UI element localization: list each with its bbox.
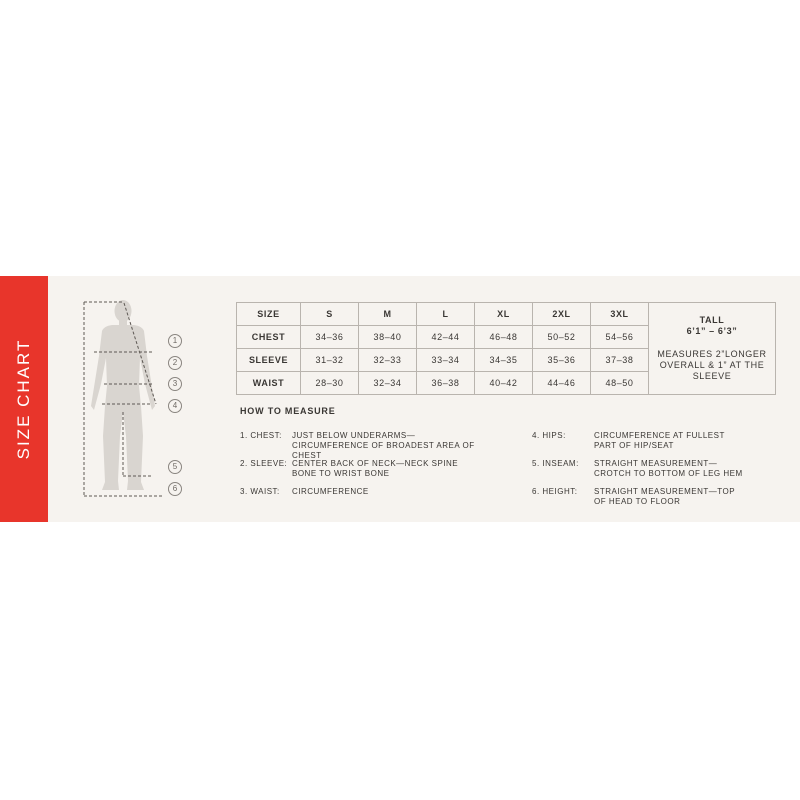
row-label: WAIST bbox=[237, 372, 301, 395]
table-header-cell: SIZE bbox=[237, 303, 301, 326]
measure-desc-inseam: STRAIGHT MEASUREMENT—CROTCH TO BOTTOM OF LEG HEM bbox=[594, 459, 743, 478]
tall-note: MEASURES 2”LONGER OVERALL & 1” AT THE SLEEVE bbox=[657, 349, 767, 381]
measure-desc-hips: CIRCUMFERENCE AT FULLEST PART OF HIP/SEAT bbox=[594, 431, 725, 450]
table-cell: 33–34 bbox=[417, 349, 475, 372]
table-header-cell: M bbox=[359, 303, 417, 326]
measure-label-hips: 4. HIPS: bbox=[532, 431, 566, 440]
table-header-cell: 3XL bbox=[591, 303, 649, 326]
table-cell: 31–32 bbox=[301, 349, 359, 372]
measure-label-sleeve: 2. SLEEVE: bbox=[240, 459, 288, 468]
marker-6: 6 bbox=[168, 482, 182, 496]
table-cell: 34–36 bbox=[301, 326, 359, 349]
measure-desc-chest: JUST BELOW UNDERARMS—CIRCUMFERENCE OF BROADEST AREA OF CHEST bbox=[292, 431, 475, 460]
measure-label-inseam: 5. INSEAM: bbox=[532, 459, 579, 468]
size-table bbox=[236, 302, 776, 395]
tall-info-cell bbox=[649, 303, 776, 395]
measure-label-chest: 1. CHEST: bbox=[240, 431, 282, 440]
marker-3: 3 bbox=[168, 377, 182, 391]
table-cell: 32–34 bbox=[359, 372, 417, 395]
marker-2: 2 bbox=[168, 356, 182, 370]
table-cell: 46–48 bbox=[475, 326, 533, 349]
tall-height-range: 6’1” – 6’3” bbox=[686, 326, 738, 336]
table-header-cell: L bbox=[417, 303, 475, 326]
table-cell: 28–30 bbox=[301, 372, 359, 395]
table-cell: 34–35 bbox=[475, 349, 533, 372]
table-cell: 40–42 bbox=[475, 372, 533, 395]
table-cell: 42–44 bbox=[417, 326, 475, 349]
table-cell: 35–36 bbox=[533, 349, 591, 372]
marker-1: 1 bbox=[168, 334, 182, 348]
table-header-cell: S bbox=[301, 303, 359, 326]
measure-label-height: 6. HEIGHT: bbox=[532, 487, 578, 496]
table-cell: 48–50 bbox=[591, 372, 649, 395]
how-to-measure-title: HOW TO MEASURE bbox=[240, 406, 336, 416]
measure-label-waist: 3. WAIST: bbox=[240, 487, 280, 496]
marker-5: 5 bbox=[168, 460, 182, 474]
table-cell: 32–33 bbox=[359, 349, 417, 372]
measure-desc-sleeve: CENTER BACK OF NECK—NECK SPINE BONE TO WRIST BONE bbox=[292, 459, 459, 478]
human-silhouette-icon bbox=[91, 300, 155, 490]
measure-desc-waist: CIRCUMFERENCE bbox=[292, 487, 369, 496]
tall-title: TALL bbox=[699, 315, 725, 325]
table-header-cell: 2XL bbox=[533, 303, 591, 326]
size-chart-tab-label: SIZE CHART bbox=[14, 338, 33, 460]
table-cell: 54–56 bbox=[591, 326, 649, 349]
table-cell: 37–38 bbox=[591, 349, 649, 372]
row-label: SLEEVE bbox=[237, 349, 301, 372]
measure-desc-height: STRAIGHT MEASUREMENT—TOP OF HEAD TO FLOOR bbox=[594, 487, 735, 506]
table-header-row bbox=[237, 303, 776, 326]
row-label: CHEST bbox=[237, 326, 301, 349]
table-cell: 38–40 bbox=[359, 326, 417, 349]
table-header-cell: XL bbox=[475, 303, 533, 326]
table-cell: 50–52 bbox=[533, 326, 591, 349]
table-cell: 36–38 bbox=[417, 372, 475, 395]
table-cell: 44–46 bbox=[533, 372, 591, 395]
marker-4: 4 bbox=[168, 399, 182, 413]
